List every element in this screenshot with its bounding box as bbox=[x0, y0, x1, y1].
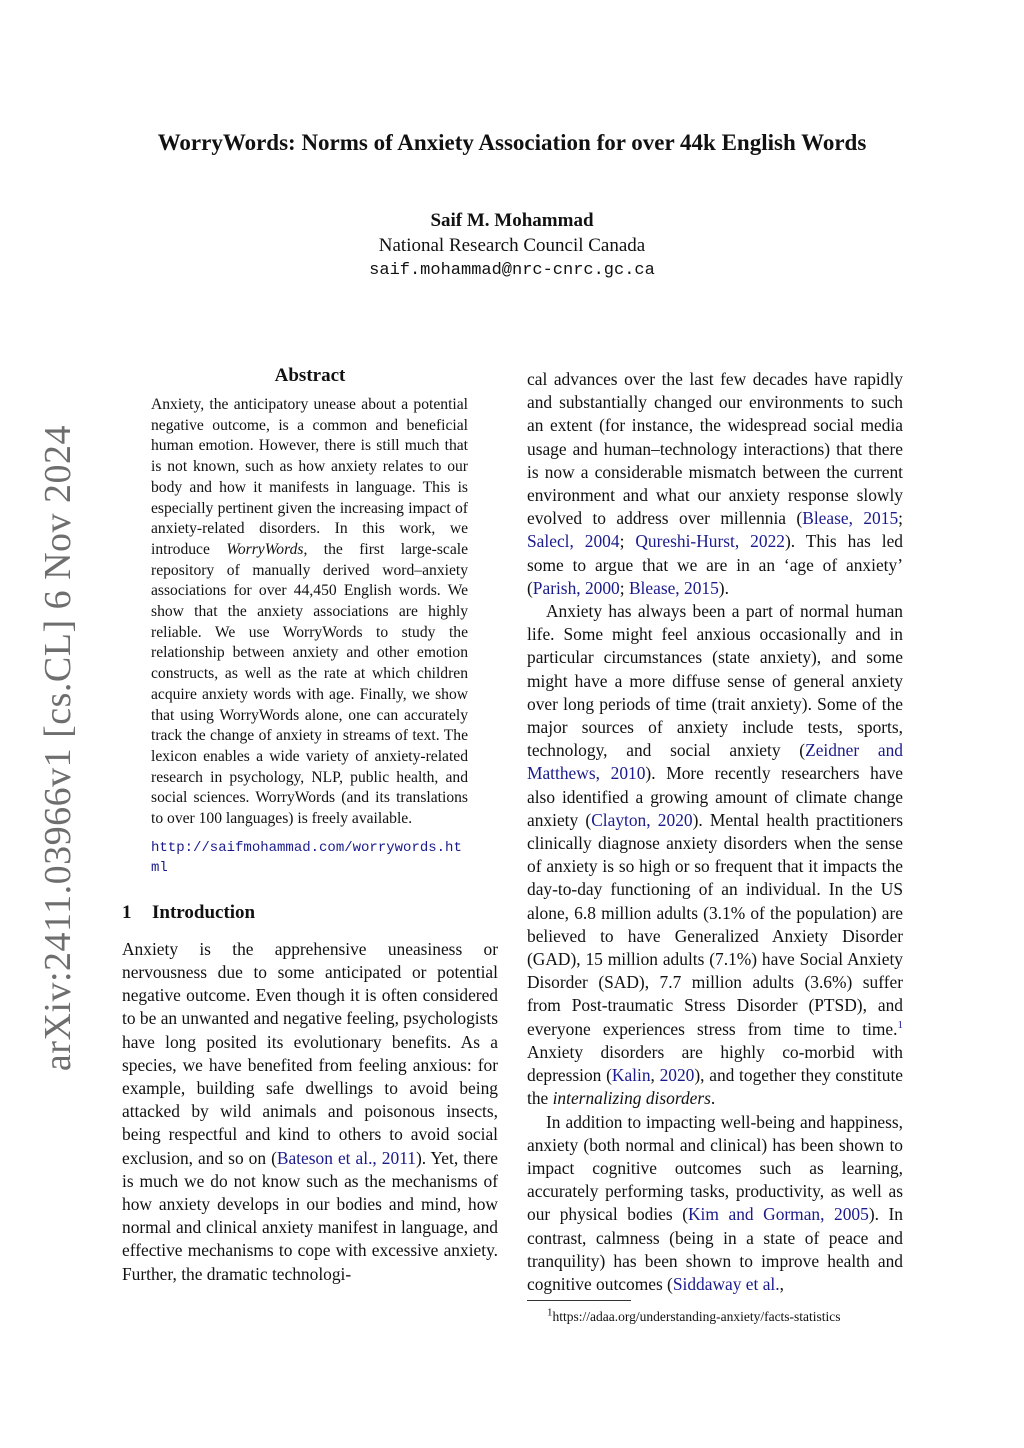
citation-separator: ; bbox=[898, 508, 903, 529]
citation-separator: ; bbox=[619, 577, 629, 598]
citation-link[interactable]: Bateson et al., 2011 bbox=[276, 1147, 416, 1168]
footnote-number: 1 bbox=[547, 1306, 553, 1319]
citation-link[interactable]: Siddaway et al. bbox=[672, 1273, 780, 1294]
citation-link[interactable]: Qureshi-Hurst, 2022 bbox=[635, 531, 785, 552]
intro-paragraph-3 bbox=[527, 1111, 903, 1297]
paper-title: WorryWords: Norms of Anxiety Association for over 44k English Words bbox=[157, 130, 867, 155]
paragraph-text: Anxiety is the apprehensive uneasiness or nervousness due to some anticipated or potential negative outcome. Even though it is often considered to be an unwanted and negative feeling, psychologists have long posited its evolutionary benefits. As a species, we have benefited from feeling anxious: for example, building safe dwellings to avoid being attacked by wild animals and poisonous insects, being respectful and kind to others to avoid social exclusion, and so on ( bbox=[122, 938, 498, 1168]
footnote bbox=[547, 1306, 903, 1325]
abstract-body bbox=[151, 395, 468, 830]
intro-paragraph-1 bbox=[122, 938, 498, 1286]
abstract-emphasis: WorryWords bbox=[226, 540, 304, 558]
author-block bbox=[0, 208, 1024, 283]
footnote-marker[interactable]: 1 bbox=[897, 1018, 903, 1031]
section-heading-introduction bbox=[122, 902, 498, 924]
paragraph-text: ). bbox=[718, 577, 729, 598]
citation-separator: , bbox=[650, 1065, 660, 1086]
citation-link[interactable]: Clayton, 2020 bbox=[591, 809, 693, 830]
paragraph-text: , bbox=[779, 1273, 784, 1294]
citation-link[interactable]: Salecl, 2004 bbox=[527, 531, 620, 552]
paragraph-text: ). This has led some to argue that we are in an ‘age of anxiety’ ( bbox=[527, 531, 904, 598]
section-title: Introduction bbox=[152, 901, 256, 923]
intro-paragraph-continued bbox=[527, 368, 903, 600]
paragraph-text: In addition to impacting well-being and happiness, anxiety (both normal and clinical) has been shown to impact cognitive outcomes such as learning, accurately performing tasks, productivity, as well as our physical bodies ( bbox=[527, 1111, 903, 1225]
citation-link[interactable]: Kim and Gorman, 2005 bbox=[688, 1204, 869, 1225]
citation-link[interactable]: Blease, 2015 bbox=[628, 577, 719, 598]
emphasis-text: internalizing disorders bbox=[552, 1088, 711, 1109]
citation-link[interactable]: Kalin bbox=[611, 1065, 651, 1086]
left-column bbox=[122, 365, 498, 1286]
intro-paragraph-2 bbox=[527, 600, 903, 1110]
right-column bbox=[527, 368, 903, 1325]
abstract-url-link[interactable]: http://saifmohammad.com/worrywords.html bbox=[151, 839, 462, 876]
author-name: Saif M. Mohammad bbox=[430, 210, 594, 231]
footnote-url[interactable]: https://adaa.org/understanding-anxiety/facts-statistics bbox=[552, 1309, 841, 1325]
paragraph-text: ). Mental health practitioners clinically diagnose anxiety disorders when the sense of anxiety is so high or so frequent that it impacts the day-to-day functioning of an individual. In the US alone, 6.8 million adults (3.1% of the population) are believed to have Generalized Anxiety Disorder (GAD), 15 million adults (7.1%) have Social Anxiety Disorder (SAD), 7.7 million adults (3.6%) suffer from Post-traumatic Stress Disorder (PTSD), and everyone experiences stress from time to time. bbox=[527, 809, 904, 1039]
section-number: 1 bbox=[122, 901, 132, 923]
paragraph-text: . bbox=[710, 1088, 716, 1109]
arxiv-stamp-text: arXiv:2411.03966v1 [cs.CL] 6 Nov 2024 bbox=[37, 424, 79, 1072]
paragraph-text: ). Yet, there is much we do not know such as the mechanisms of how anxiety develops in our bodies and mind, how normal and clinical anxiety manifest in language, and effective mechanisms to cope with excessive anxiety. Further, the dramatic technologi- bbox=[122, 1147, 498, 1284]
citation-link[interactable]: 2020 bbox=[659, 1065, 695, 1086]
citation-separator: ; bbox=[619, 531, 636, 552]
paragraph-text: cal advances over the last few decades have rapidly and substantially changed our environments to such an extent (for instance, the widespread social media usage and human–technology interactions) that there is now a considerable mismatch between the current environment and what our anxiety response slowly evolved to address over millennia ( bbox=[527, 369, 903, 529]
abstract-text-1: Anxiety, the anticipatory unease about a potential negative outcome, is a common and beneficial human emotion. However, there is still much that is not known, such as how anxiety relates to our body and how it manifests in language. This is especially pertinent given the increasing impact of anxiety-related disorders. In this work, we introduce bbox=[151, 396, 468, 558]
author-email[interactable]: saif.mohammad@nrc-cnrc.gc.ca bbox=[369, 261, 655, 280]
author-affiliation: National Research Council Canada bbox=[378, 235, 646, 256]
paragraph-text: Anxiety disorders are highly co-morbid with depression ( bbox=[527, 1041, 903, 1086]
citation-link[interactable]: Parish, 2000 bbox=[532, 577, 620, 598]
citation-link[interactable]: Zeidner and Matthews, 2010 bbox=[527, 740, 903, 784]
paragraph-text: ), and together they constitute the bbox=[527, 1065, 903, 1109]
paragraph-text: ). More recently researchers have also identified a growing amount of climate change anxiety ( bbox=[527, 763, 903, 830]
paragraph-text: Anxiety has always been a part of normal human life. Some might feel anxious occasionally and in particular circumstances (state anxiety), and some might have a more diffuse sense of general anxiety over long periods of time (trait anxiety). Some of the major sources of anxiety include tests, sports, technology, and social anxiety ( bbox=[527, 601, 903, 761]
abstract-heading: Abstract bbox=[274, 365, 346, 386]
citation-link[interactable]: Blease, 2015 bbox=[802, 508, 899, 529]
paragraph-text: ). In contrast, calmness (being in a state of peace and tranquility) has been shown to improve health and cognitive outcomes ( bbox=[527, 1204, 903, 1294]
abstract-text-2: , the first large-scale repository of manually derived word–anxiety associations for over 44,450 English words. We show that the anxiety associations are highly reliable. We use WorryWords to study the relationship between anxiety and other emotion constructs, as well as the rate at which children acquire anxiety words with age. Finally, we show that using WorryWords alone, one can accurately track the change of anxiety in streams of text. The lexicon enables a wide variety of anxiety-related research in psychology, NLP, public health, and social sciences. WorryWords (and its translations to over 100 languages) is freely available. bbox=[151, 540, 468, 828]
footnote-divider bbox=[527, 1300, 631, 1301]
